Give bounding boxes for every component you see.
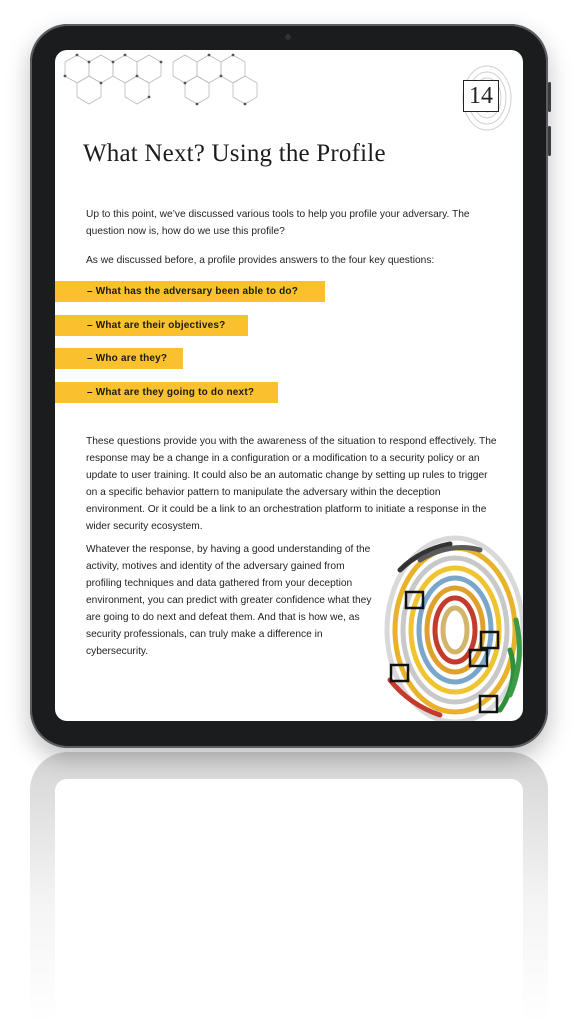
question-item: – What are they going to do next? <box>55 382 278 403</box>
body-paragraph: These questions provide you with the awareness of the situation to respond effectively. The response may be a change in a configuration or a modification to a security policy or an update to user training. It could also be an automatic change by setting up rules to trigger on a specific behavior pattern to manipulate the adversary within the deception environment. Or it could be a link to an orchestration platform to initiate a response in the wider security ecosystem. <box>86 436 497 532</box>
page-number: 14 <box>463 80 499 112</box>
reflection-fade <box>0 752 578 1024</box>
lead-paragraph: As we discussed before, a profile provides answers to the four key questions: <box>86 255 435 266</box>
side-button <box>548 126 551 156</box>
question-item: – What are their objectives? <box>55 315 248 336</box>
page-title: What Next? Using the Profile <box>83 140 386 167</box>
question-item: – What has the adversary been able to do? <box>55 281 325 302</box>
question-item: – Who are they? <box>55 348 183 369</box>
body-paragraph: Whatever the response, by having a good understanding of the activity, motives and identity of the adversary gained from profiling techniques and data gathered from your deception environment, you can predict with greater confidence what they are going to do next and defeat them. And that is how we, as security professionals, can truly make a difference in cybersecurity. <box>86 544 372 657</box>
fingerprint-illustration <box>360 530 523 721</box>
hexagon-network-pattern <box>55 50 355 120</box>
tablet-device <box>30 24 548 748</box>
camera-dot <box>285 34 291 40</box>
side-button <box>548 82 551 112</box>
intro-paragraph: Up to this point, we’ve discussed various tools to help you profile your adversary. The question now is, how do we use this profile? <box>86 209 470 237</box>
ebook-page <box>55 50 523 721</box>
